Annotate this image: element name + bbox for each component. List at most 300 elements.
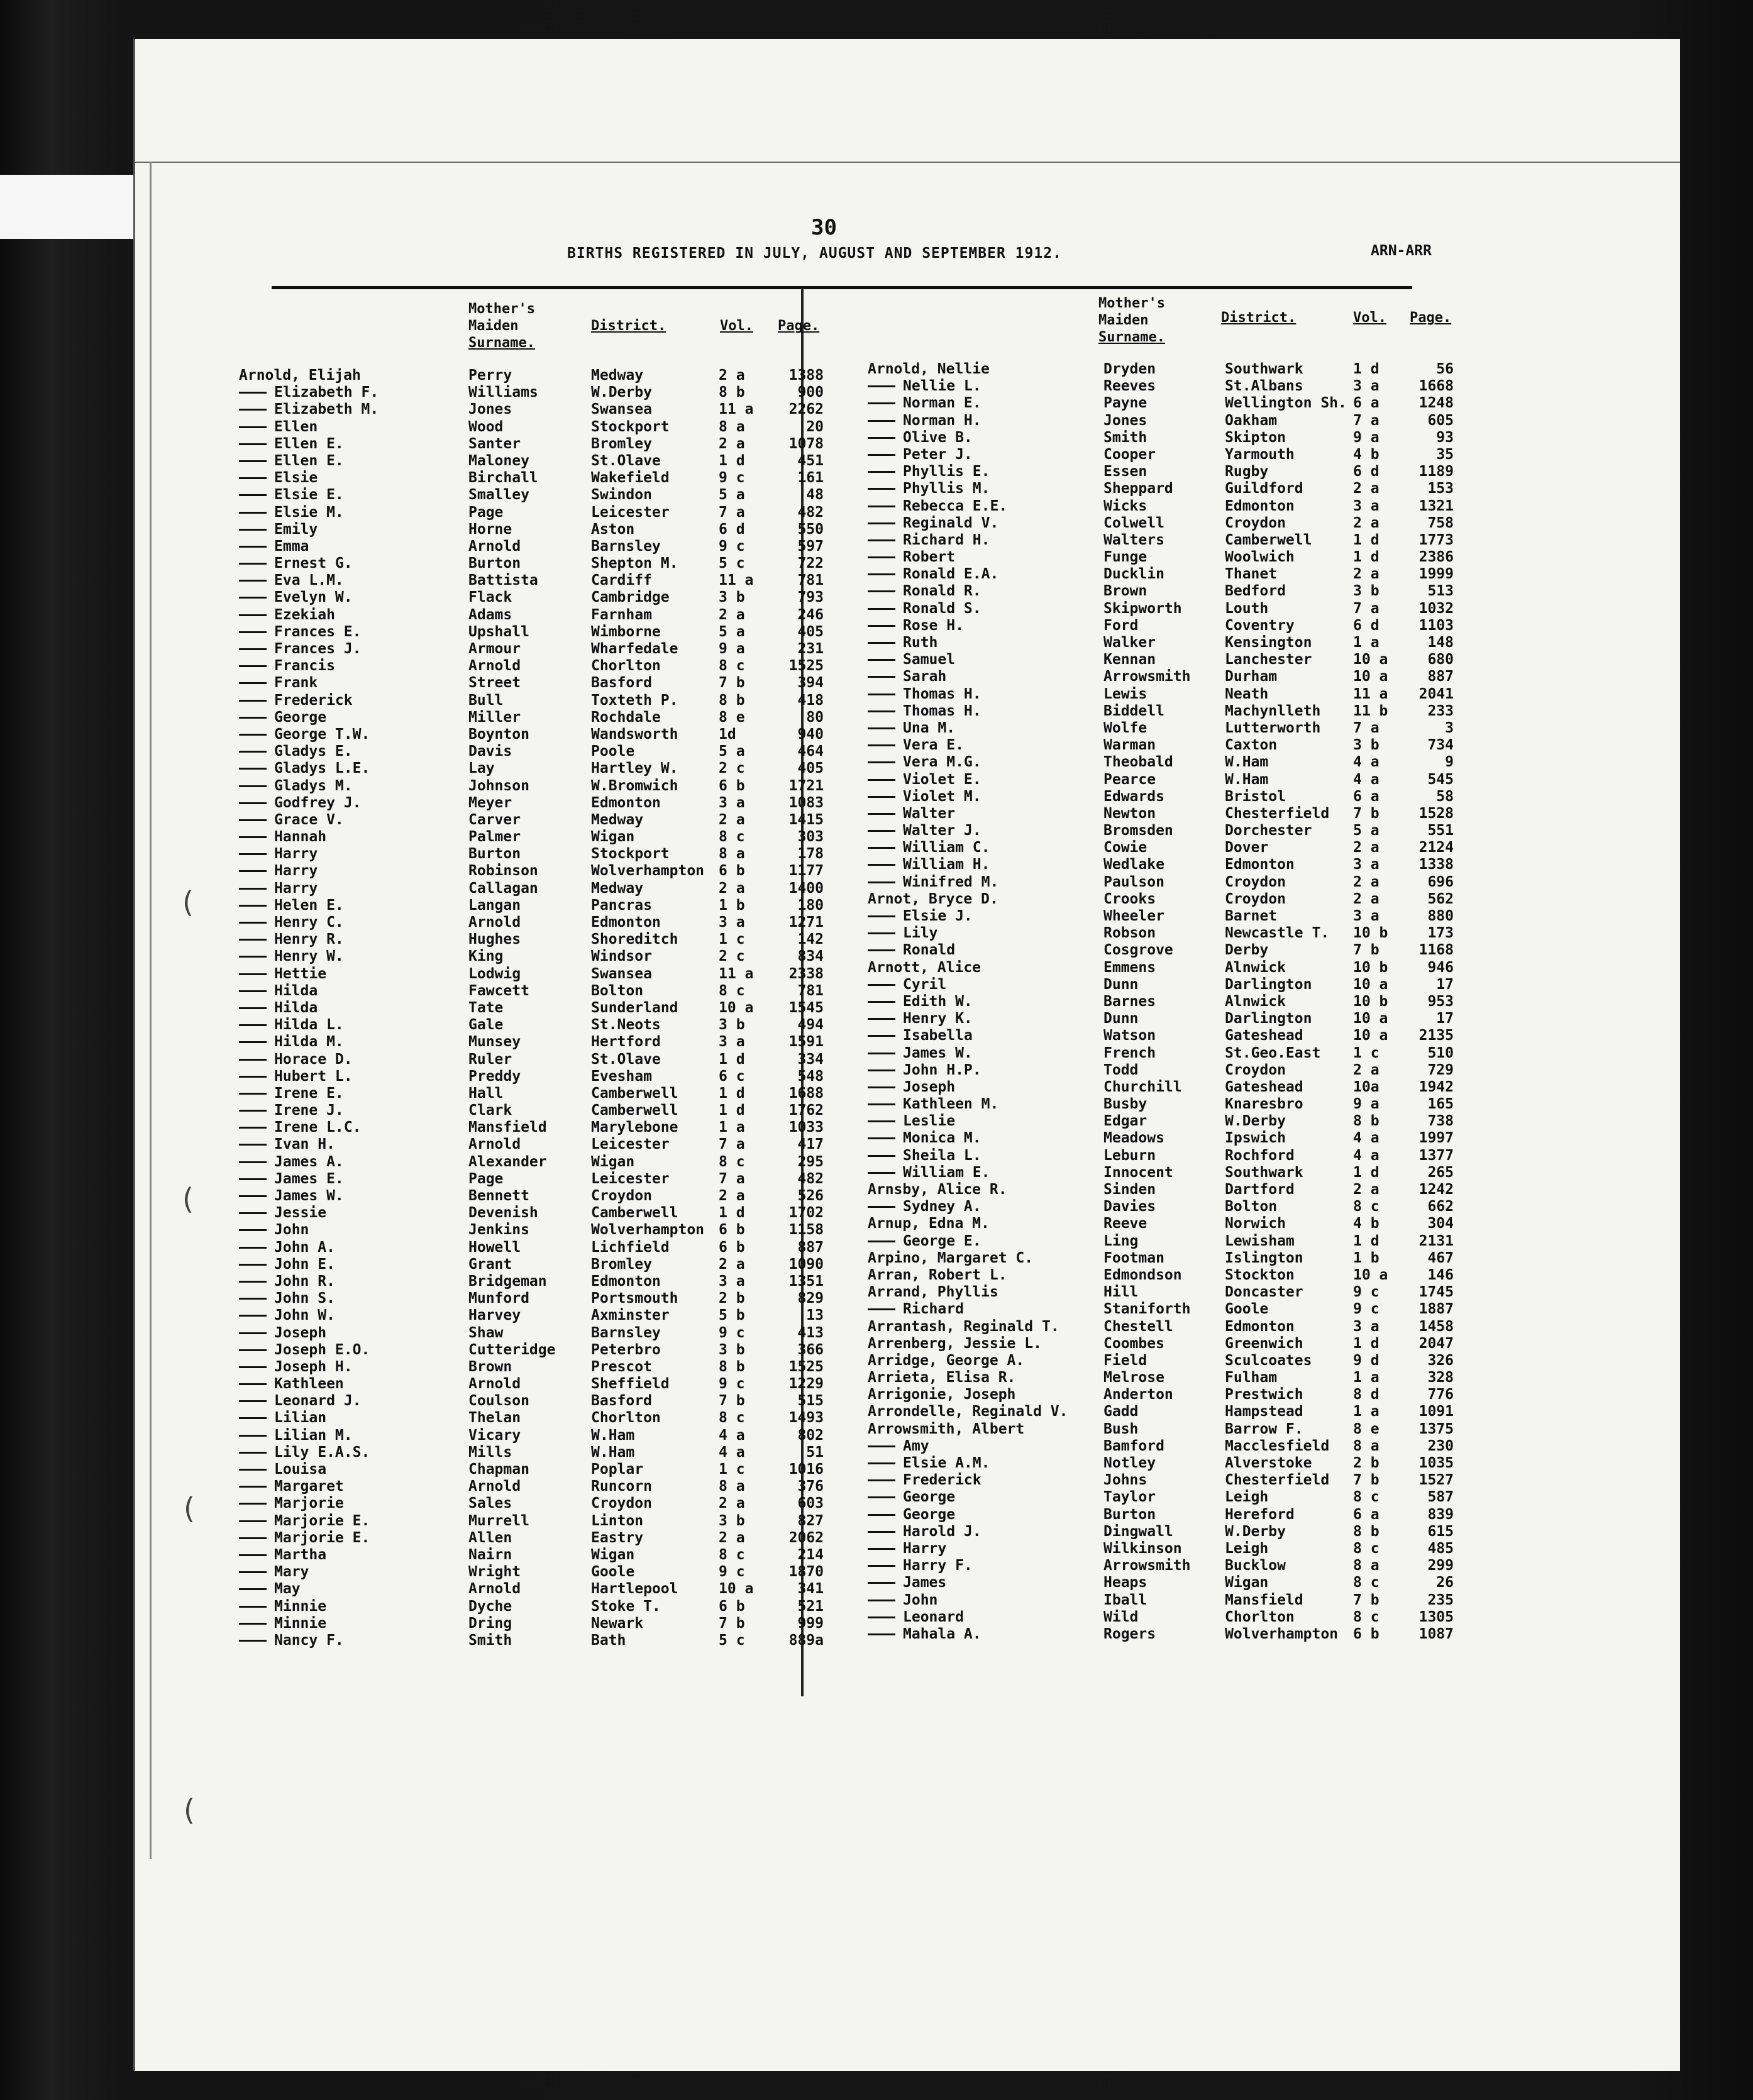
entry-forename: [868, 361, 990, 378]
entry-volume: 8 c: [719, 982, 745, 999]
entry-name-text: Gladys L.E.: [274, 760, 370, 777]
register-entry-row: [868, 583, 1454, 600]
entry-mother-surname: Warman: [1103, 737, 1156, 754]
register-entry-row: [868, 1061, 1454, 1079]
entry-volume: 7 a: [719, 1136, 745, 1153]
mother-header-line1: Mother's: [468, 301, 535, 317]
ditto-dash: [239, 1623, 267, 1625]
entry-name-text: James W.: [274, 1188, 344, 1204]
entry-forename: [868, 668, 946, 685]
entry-district: Woolwich: [1225, 549, 1295, 566]
entry-mother-surname: Brown: [1103, 583, 1147, 600]
ditto-dash: [239, 1093, 267, 1095]
entry-name-text: John W.: [274, 1307, 335, 1324]
entry-mother-surname: Emmens: [1103, 959, 1156, 976]
entry-mother-surname: Cowie: [1103, 839, 1147, 856]
register-entry-row: [868, 1215, 1454, 1232]
ditto-dash: [868, 625, 895, 627]
entry-name-text: Arrowsmith, Albert: [868, 1420, 1025, 1437]
entry-district: Sheffield: [591, 1376, 670, 1393]
ditto-dash: [239, 734, 267, 736]
entry-district: Hartlepool: [591, 1581, 678, 1598]
ditto-dash: [868, 488, 895, 490]
ditto-dash: [239, 443, 267, 445]
entry-forename: [868, 1096, 998, 1113]
entry-forename: [868, 1455, 990, 1472]
entry-volume: 7 b: [1353, 805, 1380, 822]
entry-district: Caxton: [1225, 737, 1278, 754]
entry-name-text: Monica M.: [903, 1130, 982, 1147]
entry-volume: 1 d: [719, 452, 745, 469]
entry-name-text: Elsie E.: [274, 487, 344, 504]
entry-page: 326: [1427, 1352, 1454, 1369]
entry-district: Yarmouth: [1225, 446, 1295, 463]
entry-name-text: Ronald E.A.: [903, 566, 999, 583]
entry-district: Toxteth P.: [591, 692, 678, 709]
register-entry-row: [239, 1085, 824, 1102]
entry-forename: [868, 703, 982, 720]
entry-forename: [868, 1421, 1024, 1438]
entry-district: Darlington: [1225, 976, 1312, 993]
entry-mother-surname: Burton: [468, 846, 521, 863]
entry-page: 482: [797, 504, 824, 521]
entry-name-text: Rose H.: [903, 617, 964, 634]
entry-mother-surname: Theobald: [1103, 754, 1173, 771]
entry-name-text: Olive B.: [903, 429, 973, 446]
entry-mother-surname: Reeve: [1103, 1215, 1147, 1232]
entry-mother-surname: Anderton: [1103, 1386, 1173, 1403]
entry-name-text: George E.: [903, 1232, 982, 1249]
entry-name-text: Lilian M.: [274, 1427, 353, 1444]
entry-name-text: Arrondelle, Reginald V.: [868, 1403, 1068, 1420]
ditto-dash: [868, 1565, 895, 1567]
ditto-dash: [868, 744, 895, 746]
entry-volume: 2 c: [719, 948, 745, 965]
register-entry-row: [239, 1598, 824, 1615]
entry-volume: 3 a: [1353, 378, 1380, 395]
entry-volume: 6 d: [719, 521, 745, 538]
ditto-dash: [868, 1531, 895, 1533]
entry-page: 781: [797, 982, 824, 999]
entry-district: Windsor: [591, 948, 652, 965]
entry-mother-surname: Chestell: [1103, 1318, 1173, 1335]
ditto-dash: [868, 385, 895, 387]
entry-page: 376: [797, 1478, 824, 1495]
entry-district: Goole: [591, 1564, 635, 1581]
entry-volume: 7 a: [1353, 719, 1380, 736]
entry-mother-surname: Smalley: [468, 487, 529, 504]
entry-mother-surname: Hill: [1103, 1284, 1139, 1301]
entry-mother-surname: Santer: [468, 435, 521, 452]
ditto-dash: [868, 1086, 895, 1088]
right-mother-header: [1098, 295, 1165, 346]
entry-name-text: Mary: [274, 1564, 309, 1581]
entry-page: 880: [1427, 908, 1454, 924]
entry-mother-surname: Preddy: [468, 1068, 521, 1085]
entry-name-text: Ellen E.: [274, 435, 344, 452]
entry-volume: 1 d: [1353, 1335, 1380, 1352]
entry-mother-surname: Kennan: [1103, 651, 1156, 668]
entry-name-text: Harry F.: [903, 1557, 973, 1574]
entry-mother-surname: Cosgrove: [1103, 942, 1173, 959]
entry-name-text: Francis: [274, 658, 335, 675]
entry-forename: [239, 1119, 361, 1136]
entry-mother-surname: Lay: [468, 760, 495, 777]
entry-forename: [868, 1438, 929, 1455]
entry-name-text: Harry: [274, 880, 318, 897]
entry-volume: 10 a: [1353, 976, 1388, 993]
entry-mother-surname: Edwards: [1103, 788, 1164, 805]
entry-volume: 6 a: [1353, 788, 1380, 805]
ditto-dash: [239, 973, 267, 975]
entry-mother-surname: Armour: [468, 641, 521, 657]
entry-district: Knaresbro: [1225, 1096, 1303, 1113]
entry-volume: 8 d: [1353, 1386, 1380, 1403]
entry-mother-surname: Wild: [1103, 1608, 1139, 1625]
register-entry-row: [239, 1393, 824, 1410]
entry-volume: 8 c: [719, 829, 745, 846]
entry-name-text: Hilda M.: [274, 1034, 344, 1051]
ditto-dash: [239, 1452, 267, 1454]
entry-volume: 11 a: [719, 401, 754, 418]
entry-volume: 9 c: [719, 470, 745, 487]
entry-volume: 1 d: [719, 1102, 745, 1119]
register-entry-row: [239, 1444, 824, 1461]
entry-page: 839: [1427, 1506, 1454, 1523]
entry-page: 1033: [788, 1119, 824, 1136]
entry-name-text: May: [274, 1581, 301, 1598]
entry-forename: [239, 1513, 370, 1530]
entry-page: 521: [797, 1598, 824, 1615]
register-entry-row: [239, 606, 824, 624]
entry-mother-surname: Wood: [468, 418, 504, 435]
entry-district: Sculcoates: [1225, 1352, 1312, 1369]
entry-district: Wimborne: [591, 623, 661, 640]
entry-forename: [868, 1267, 1007, 1284]
entry-district: Leicester: [591, 1136, 670, 1153]
ditto-dash: [239, 1349, 267, 1351]
register-entry-row: [868, 1403, 1454, 1420]
entry-page: 1016: [788, 1461, 824, 1478]
entry-volume: 3 a: [719, 914, 745, 931]
register-entry-row: [239, 1205, 824, 1222]
entry-forename: [868, 1557, 973, 1574]
entry-district: Camberwell: [591, 1085, 678, 1102]
entry-volume: 6 b: [719, 863, 745, 880]
entry-volume: 6 b: [719, 1598, 745, 1615]
entry-forename: [239, 1017, 344, 1034]
entry-mother-surname: Battista: [468, 572, 538, 589]
entry-page: 1032: [1418, 600, 1454, 617]
entry-name-text: William E.: [903, 1164, 990, 1181]
punch-hole-mark: (: [184, 1793, 195, 1827]
register-entry-row: [868, 1232, 1454, 1250]
entry-name-text: John S.: [274, 1290, 335, 1307]
register-entry-row: [239, 794, 824, 812]
register-entry-row: [239, 811, 824, 829]
entry-district: Chesterfield: [1225, 805, 1330, 822]
entry-forename: [868, 1301, 964, 1318]
register-entry-row: [868, 1557, 1454, 1574]
entry-name-text: Arpino, Margaret C.: [868, 1249, 1034, 1266]
entry-page: 1525: [788, 658, 824, 675]
entry-volume: 1 d: [719, 1205, 745, 1222]
register-entry-row: [868, 1352, 1454, 1369]
entry-mother-surname: Sheppard: [1103, 480, 1173, 497]
entry-volume: 8 c: [719, 1546, 745, 1563]
entry-mother-surname: Leburn: [1103, 1147, 1156, 1164]
entry-volume: 8 c: [1353, 1608, 1380, 1625]
entry-forename: [239, 1051, 353, 1068]
register-entry-row: [239, 948, 824, 965]
entry-mother-surname: Arnold: [468, 538, 521, 555]
entry-mother-surname: Arnold: [468, 1376, 521, 1393]
entry-name-text: Martha: [274, 1546, 327, 1563]
entry-page: 1527: [1418, 1472, 1454, 1489]
entry-mother-surname: Clark: [468, 1102, 512, 1119]
entry-volume: 7 a: [719, 504, 745, 521]
entry-mother-surname: Palmer: [468, 829, 521, 846]
entry-district: Louth: [1225, 600, 1269, 617]
entry-name-text: George: [903, 1489, 956, 1506]
entry-mother-surname: Page: [468, 1170, 504, 1187]
entry-district: Wigan: [591, 1546, 635, 1563]
entry-forename: [868, 480, 990, 497]
ditto-dash: [239, 1264, 267, 1266]
ditto-dash: [239, 1007, 267, 1009]
entry-volume: 11 a: [1353, 685, 1388, 702]
register-entry-row: [239, 452, 824, 470]
entry-volume: 9 c: [719, 538, 745, 555]
entry-district: Rugby: [1225, 463, 1269, 480]
register-entry-row: [239, 572, 824, 589]
entry-forename: [239, 367, 361, 384]
ditto-dash: [239, 700, 267, 702]
entry-name-text: Hubert L.: [274, 1068, 353, 1085]
entry-name-text: Violet M.: [903, 788, 982, 805]
register-entry-row: [239, 931, 824, 948]
entry-district: Chorlton: [1225, 1608, 1295, 1625]
entry-page: 1248: [1418, 395, 1454, 412]
entry-volume: 11 a: [719, 965, 754, 982]
entry-forename: [239, 880, 318, 897]
ditto-dash: [868, 830, 895, 832]
entry-volume: 4 b: [1353, 1215, 1380, 1232]
entry-mother-surname: Dunn: [1103, 976, 1139, 993]
entry-name-text: Elsie J.: [903, 908, 973, 924]
entry-district: Hampstead: [1225, 1403, 1303, 1420]
entry-page: 887: [797, 1239, 824, 1256]
entry-mother-surname: Skipworth: [1103, 600, 1182, 617]
register-entry-row: [239, 1119, 824, 1136]
entry-district: W.Derby: [591, 384, 652, 401]
register-entry-row: [868, 1301, 1454, 1318]
register-entry-row: [239, 1034, 824, 1051]
entry-page: 464: [797, 743, 824, 760]
entry-forename: [239, 521, 318, 538]
ditto-dash: [239, 1315, 267, 1317]
register-entry-row: [239, 658, 824, 675]
entry-volume: 3 a: [719, 794, 745, 811]
ditto-dash: [868, 864, 895, 866]
entry-page: 341: [797, 1581, 824, 1598]
register-entry-row: [868, 617, 1454, 634]
entry-district: Stockport: [591, 418, 670, 435]
entry-name-text: James A.: [274, 1153, 344, 1170]
entry-volume: 2 a: [1353, 1181, 1380, 1198]
ditto-dash: [868, 727, 895, 729]
entry-district: Hertford: [591, 1034, 661, 1051]
entry-name-text: Thomas H.: [903, 685, 982, 702]
entry-name-text: John H.P.: [903, 1061, 982, 1078]
entry-forename: [868, 993, 973, 1010]
entry-mother-surname: Walters: [1103, 531, 1164, 548]
entry-volume: 1 c: [1353, 1044, 1380, 1061]
register-entry-row: [239, 1068, 824, 1085]
ditto-dash: [868, 1241, 895, 1242]
entry-district: Greenwich: [1225, 1335, 1303, 1352]
entry-page: 802: [797, 1427, 824, 1444]
ditto-dash: [868, 676, 895, 678]
entry-page: 1745: [1418, 1284, 1454, 1301]
ditto-dash: [868, 1616, 895, 1618]
register-entry-row: [868, 446, 1454, 463]
entry-forename: [868, 446, 973, 463]
entry-forename: [868, 532, 990, 549]
register-entry-row: [868, 1284, 1454, 1301]
entry-page: 13: [806, 1307, 824, 1324]
ditto-dash: [868, 1600, 895, 1601]
entry-district: Leigh: [1225, 1489, 1269, 1506]
entry-forename: [239, 760, 370, 777]
ditto-dash: [868, 471, 895, 473]
entry-district: Dover: [1225, 839, 1269, 856]
entry-mother-surname: Coombes: [1103, 1335, 1164, 1352]
entry-district: Camberwell: [1225, 531, 1312, 548]
entry-district: Peterbro: [591, 1341, 661, 1358]
ditto-dash: [868, 437, 895, 439]
entry-forename: [239, 1393, 361, 1410]
punch-hole-mark: (: [182, 885, 194, 919]
entry-forename: [868, 942, 955, 959]
register-entry-row: [868, 754, 1454, 771]
entry-district: Croydon: [591, 1188, 652, 1204]
ditto-dash: [239, 1127, 267, 1129]
entry-mother-surname: Tate: [468, 999, 504, 1016]
ditto-dash: [239, 648, 267, 650]
entry-forename: [239, 487, 344, 504]
entry-district: Barnsley: [591, 1324, 661, 1341]
entry-district: Barnsley: [591, 538, 661, 555]
entry-name-text: Walter: [903, 805, 956, 822]
entry-volume: 2 c: [719, 760, 745, 777]
entry-forename: [239, 641, 361, 658]
ditto-dash: [868, 796, 895, 798]
entry-forename: [239, 1290, 335, 1307]
entry-district: Gateshead: [1225, 1027, 1303, 1044]
entry-name-text: Irene L.C.: [274, 1119, 362, 1136]
register-entry-row: [239, 504, 824, 521]
entry-forename: [239, 914, 344, 931]
entry-mother-surname: Bamford: [1103, 1437, 1164, 1454]
entry-volume: 7 b: [1353, 1591, 1380, 1608]
entry-forename: [239, 624, 361, 641]
entry-page: 1668: [1418, 378, 1454, 395]
entry-district: St.Olave: [591, 1051, 661, 1068]
entry-forename: [868, 1233, 982, 1250]
entry-district: Alverstoke: [1225, 1455, 1312, 1471]
entry-district: Fulham: [1225, 1369, 1278, 1386]
entry-mother-surname: Footman: [1103, 1249, 1164, 1266]
entry-volume: 2 a: [719, 1188, 745, 1204]
register-entry-row: [868, 1437, 1454, 1455]
entry-forename: [868, 891, 998, 908]
entry-district: Edmonton: [1225, 1318, 1295, 1335]
register-entry-row: [868, 600, 1454, 617]
entry-page: 180: [797, 897, 824, 914]
entry-page: 829: [797, 1290, 824, 1307]
register-entry-row: [239, 1222, 824, 1239]
entry-forename: [868, 1164, 990, 1181]
entry-forename: [868, 788, 982, 805]
entry-forename: [868, 1250, 1033, 1267]
entry-district: Chorlton: [591, 1410, 661, 1427]
entry-forename: [868, 1403, 1068, 1420]
entry-mother-surname: Jones: [1103, 412, 1147, 429]
entry-mother-surname: Bridgeman: [468, 1273, 547, 1290]
entry-name-text: Ellen E.: [274, 452, 344, 469]
entry-forename: [239, 829, 326, 846]
entry-page: 2135: [1418, 1027, 1454, 1044]
register-entry-row: [868, 1455, 1454, 1472]
entry-name-text: Elsie A.M.: [903, 1455, 990, 1471]
entry-page: 80: [806, 709, 824, 726]
register-entry-row: [868, 959, 1454, 976]
entry-district: Wandsworth: [591, 726, 678, 743]
entry-page: 233: [1427, 702, 1454, 719]
entry-volume: 5 a: [719, 743, 745, 760]
entry-district: Wolverhampton: [591, 863, 705, 880]
ditto-dash: [239, 751, 267, 753]
ditto-dash: [239, 1588, 267, 1590]
entry-district: Leigh: [1225, 1540, 1269, 1557]
register-entry-row: [868, 651, 1454, 668]
entry-forename: [239, 470, 318, 487]
entry-district: Croydon: [1225, 514, 1286, 531]
register-entry-row: [239, 1632, 824, 1649]
entry-name-text: Nancy F.: [274, 1632, 344, 1649]
entry-mother-surname: Colwell: [1103, 514, 1164, 531]
entry-volume: 8 c: [719, 658, 745, 675]
entry-page: 781: [797, 572, 824, 589]
entry-page: 405: [797, 760, 824, 777]
register-entry-row: [868, 668, 1454, 685]
register-entry-row: [868, 1625, 1454, 1643]
entry-name-text: Joseph: [274, 1324, 327, 1341]
entry-mother-surname: Dunn: [1103, 1010, 1139, 1027]
entry-name-text: Minnie: [274, 1598, 327, 1615]
entry-volume: 10 a: [1353, 1027, 1388, 1044]
ditto-dash: [239, 1076, 267, 1078]
entry-mother-surname: Robinson: [468, 863, 538, 880]
ditto-dash: [239, 1606, 267, 1608]
entry-volume: 2 b: [719, 1290, 745, 1307]
inner-page-edge: [133, 162, 1680, 163]
ditto-dash: [239, 1195, 267, 1197]
register-entry-row: [239, 1478, 824, 1495]
register-entry-row: [868, 1574, 1454, 1591]
right-page-header: Page.: [1410, 310, 1452, 326]
